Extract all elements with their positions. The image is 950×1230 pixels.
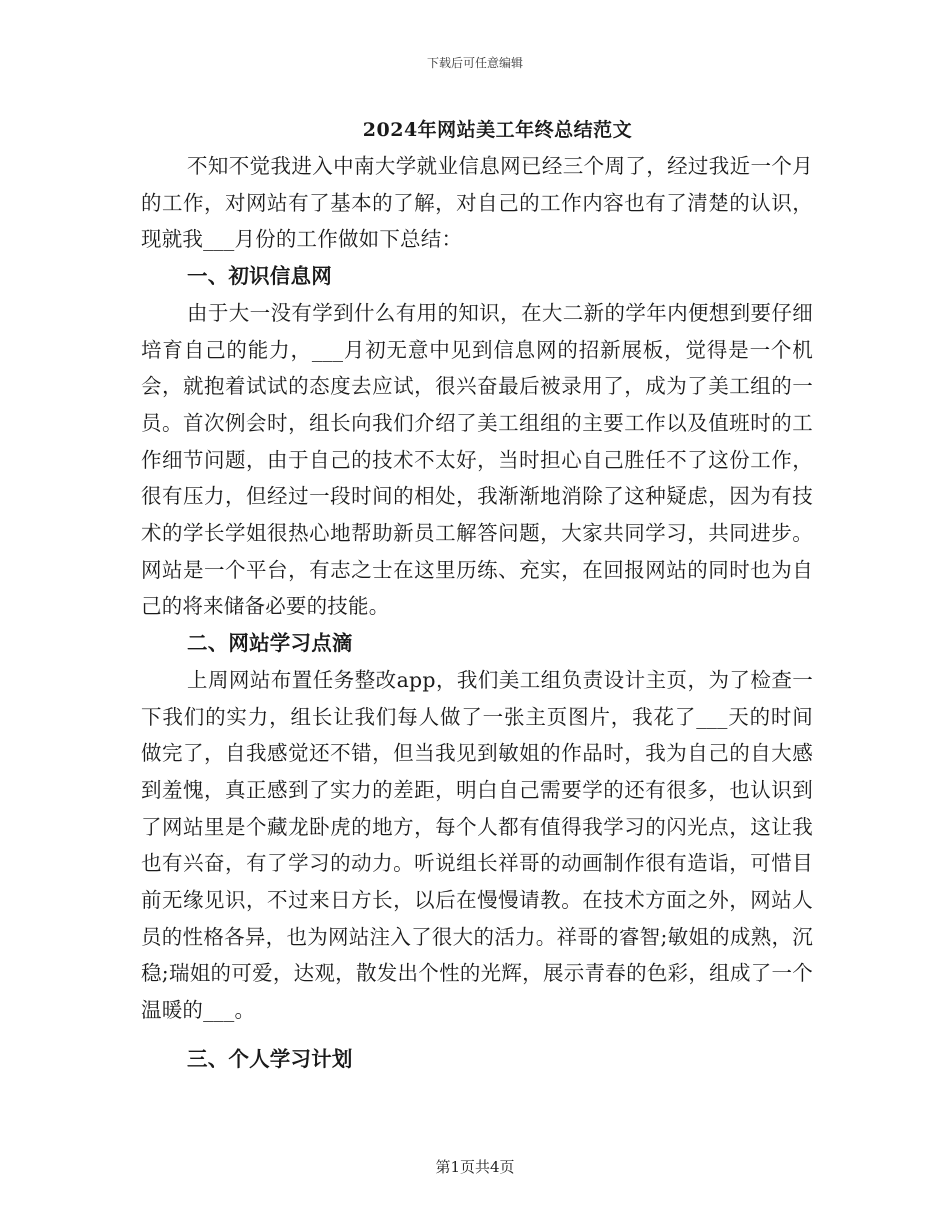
section-1-paragraph: 由于大一没有学到什么有用的知识，在大二新的学年内便想到要仔细培育自己的能力，___月初无意中见到信息网的招新展板，觉得是一个机会，就抱着试试的态度去应试，很兴奋最后被录用了，成为了美工组的一员。首次例会时，组长向我们介绍了美工组组的主要工作以及值班时的工作细节问题，由于自己的技术不太好，当时担心自己胜任不了这份工作，很有压力，但经过一段时间的相处，我渐渐地消除了这种疑虑，因为有技术的学长学姐很热心地帮助新员工解答问题，大家共同学习，共同进步。网站是一个平台，有志之士在这里历练、充实，在回报网站的同时也为自己的将来储备必要的技能。 <box>141 300 813 619</box>
document-body <box>141 148 813 1078</box>
page-footer: 第1页共4页 <box>435 1158 515 1176</box>
intro-paragraph: 不知不觉我进入中南大学就业信息网已经三个周了，经过我近一个月的工作，对网站有了基本的了解，对自己的工作内容也有了清楚的认识，现就我___月份的工作做如下总结： <box>141 154 813 252</box>
document-title: 2024年网站美工年终总结范文 <box>362 119 633 141</box>
page-header-note: 下载后可任意编辑 <box>426 56 523 70</box>
section-heading-2: 二、网站学习点滴 <box>187 631 353 656</box>
section-2-paragraph: 上周网站布置任务整改app，我们美工组负责设计主页，为了检查一下我们的实力，组长让我们每人做了一张主页图片，我花了___天的时间做完了，自我感觉还不错，但当我见到敏姐的作品时，我为自己的自大感到羞愧，真正感到了实力的差距，明白自己需要学的还有很多，也认识到了网站里是个藏龙卧虎的地方，每个人都有值得我学习的闪光点，这让我也有兴奋，有了学习的动力。听说组长祥哥的动画制作很有造诣，可惜目前无缘见识，不过来日方长，以后在慢慢请教。在技术方面之外，网站人员的性格各异，也为网站注入了很大的活力。祥哥的睿智;敏姐的成熟，沉稳;瑞姐的可爱，达观，散发出个性的光辉，展示青春的色彩，组成了一个温暖的___。 <box>141 667 813 1023</box>
section-heading-3: 三、个人学习计划 <box>187 1046 353 1071</box>
section-heading-1: 一、初识信息网 <box>187 264 332 289</box>
